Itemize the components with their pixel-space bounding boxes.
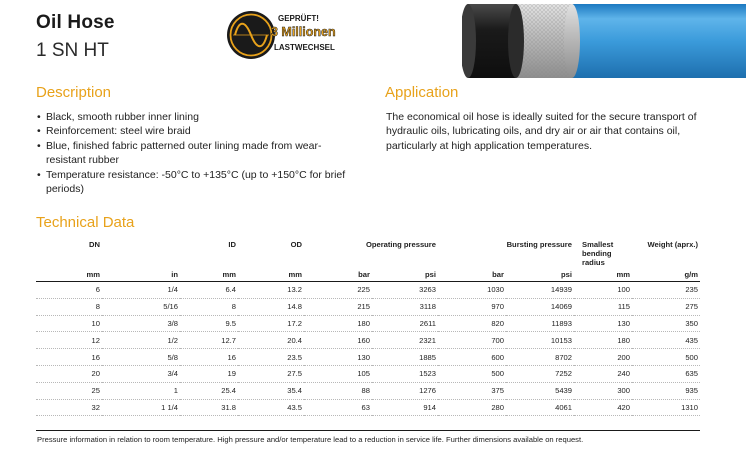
list-item: • Reinforcement: steel wire braid <box>37 124 357 138</box>
table-cell: 1030 <box>438 282 506 299</box>
footnote-divider <box>36 430 700 431</box>
table-row <box>36 399 700 416</box>
table-cell: 27.5 <box>238 365 304 382</box>
table-cell: 700 <box>438 332 506 349</box>
table-cell: 7252 <box>506 365 574 382</box>
table-cell: 14939 <box>506 282 574 299</box>
table-cell: 350 <box>632 315 700 332</box>
footnote: Pressure information in relation to room temperature. High pressure and/or temperature lead to a reduction in service life. Further dimensions available on request. <box>37 435 584 444</box>
table-row <box>36 382 700 399</box>
table-cell: 500 <box>632 349 700 366</box>
table-cell: 31.8 <box>180 399 238 416</box>
table-cell: 500 <box>438 365 506 382</box>
unit-cell: g/m <box>632 267 700 282</box>
table-cell: 4061 <box>506 399 574 416</box>
table-cell: 200 <box>574 349 632 366</box>
table-cell: 19 <box>180 365 238 382</box>
unit-cell: psi <box>372 267 438 282</box>
table-cell: 20.4 <box>238 332 304 349</box>
table-cell: 225 <box>304 282 372 299</box>
table-cell: 10 <box>36 315 102 332</box>
table-cell: 6 <box>36 282 102 299</box>
table-row <box>36 315 700 332</box>
table-cell: 215 <box>304 298 372 315</box>
header-operating-pressure: Operating pressure <box>365 240 436 249</box>
table-cell: 12 <box>36 332 102 349</box>
table-cell: 275 <box>632 298 700 315</box>
table-cell: 1523 <box>372 365 438 382</box>
table-cell: 1885 <box>372 349 438 366</box>
table-cell: 3118 <box>372 298 438 315</box>
table-cell: 935 <box>632 382 700 399</box>
application-heading: Application <box>385 84 459 101</box>
unit-cell: mm <box>238 267 304 282</box>
table-cell: 130 <box>574 315 632 332</box>
table-cell: 240 <box>574 365 632 382</box>
table-row <box>36 365 700 382</box>
table-cell: 635 <box>632 365 700 382</box>
technical-table <box>36 240 700 416</box>
unit-cell: mm <box>180 267 238 282</box>
list-item: • Black, smooth rubber inner lining <box>37 110 357 124</box>
unit-cell: bar <box>438 267 506 282</box>
table-cell: 1310 <box>632 399 700 416</box>
table-row <box>36 332 700 349</box>
table-cell: 2321 <box>372 332 438 349</box>
table-cell: 5/16 <box>102 298 180 315</box>
table-cell: 8 <box>36 298 102 315</box>
table-cell: 1 <box>102 382 180 399</box>
list-item: • Blue, finished fabric patterned outer lining made from wear-resistant rubber <box>37 139 357 168</box>
table-cell: 35.4 <box>238 382 304 399</box>
table-cell: 300 <box>574 382 632 399</box>
table-cell: 180 <box>304 315 372 332</box>
unit-cell: psi <box>506 267 574 282</box>
table-cell: 3/8 <box>102 315 180 332</box>
badge-line-2: 3 Millionen <box>271 25 336 39</box>
table-cell: 25.4 <box>180 382 238 399</box>
header-dn: DN <box>89 240 100 249</box>
badge-line-3: LASTWECHSEL <box>274 43 335 52</box>
header-empty <box>102 240 180 267</box>
tested-badge <box>226 10 346 60</box>
list-item: • Temperature resistance: -50°C to +135°C (up to +150°C for brief periods) <box>37 168 357 197</box>
table-cell: 25 <box>36 382 102 399</box>
table-cell: 20 <box>36 365 102 382</box>
table-cell: 8702 <box>506 349 574 366</box>
table-cell: 820 <box>438 315 506 332</box>
table-cell: 420 <box>574 399 632 416</box>
header-bursting-pressure: Bursting pressure <box>506 240 572 249</box>
table-cell: 32 <box>36 399 102 416</box>
table-cell: 375 <box>438 382 506 399</box>
unit-cell: bar <box>304 267 372 282</box>
table-cell: 160 <box>304 332 372 349</box>
table-cell: 3263 <box>372 282 438 299</box>
table-cell: 16 <box>36 349 102 366</box>
product-title: Oil Hose <box>36 12 115 33</box>
table-cell: 1/4 <box>102 282 180 299</box>
product-subtitle: 1 SN HT <box>36 40 109 61</box>
table-cell: 130 <box>304 349 372 366</box>
table-cell: 88 <box>304 382 372 399</box>
table-cell: 1/2 <box>102 332 180 349</box>
table-cell: 235 <box>632 282 700 299</box>
table-cell: 9.5 <box>180 315 238 332</box>
table-cell: 435 <box>632 332 700 349</box>
description-list <box>37 110 357 196</box>
table-cell: 280 <box>438 399 506 416</box>
table-row <box>36 349 700 366</box>
table-cell: 17.2 <box>238 315 304 332</box>
table-header-row <box>36 240 700 267</box>
table-cell: 14.8 <box>238 298 304 315</box>
unit-cell: mm <box>36 267 102 282</box>
table-cell: 23.5 <box>238 349 304 366</box>
table-cell: 970 <box>438 298 506 315</box>
table-cell: 12.7 <box>180 332 238 349</box>
header-id: ID <box>228 240 236 249</box>
unit-cell: mm <box>574 267 632 282</box>
table-cell: 3/4 <box>102 365 180 382</box>
table-cell: 180 <box>574 332 632 349</box>
table-cell: 63 <box>304 399 372 416</box>
table-row <box>36 298 700 315</box>
application-text: The economical oil hose is ideally suited for the secure transport of hydraulic oils, lubricating oils, and dry air or air that contains oil, particularly at high application temperatures. <box>386 111 697 152</box>
table-cell: 1276 <box>372 382 438 399</box>
table-cell: 16 <box>180 349 238 366</box>
table-cell: 2611 <box>372 315 438 332</box>
description-heading: Description <box>36 84 112 101</box>
units-row <box>36 267 700 282</box>
table-cell: 11893 <box>506 315 574 332</box>
unit-cell: in <box>102 267 180 282</box>
table-cell: 8 <box>180 298 238 315</box>
table-cell: 5/8 <box>102 349 180 366</box>
table-cell: 115 <box>574 298 632 315</box>
header-weight: Weight (aprx.) <box>647 240 698 249</box>
table-cell: 100 <box>574 282 632 299</box>
technical-heading: Technical Data <box>36 214 135 231</box>
table-cell: 13.2 <box>238 282 304 299</box>
table-cell: 600 <box>438 349 506 366</box>
table-row <box>36 282 700 299</box>
hose-image <box>462 0 746 82</box>
header-od: OD <box>290 240 302 249</box>
table-cell: 5439 <box>506 382 574 399</box>
table-cell: 105 <box>304 365 372 382</box>
table-cell: 10153 <box>506 332 574 349</box>
table-cell: 6.4 <box>180 282 238 299</box>
table-cell: 43.5 <box>238 399 304 416</box>
table-cell: 914 <box>372 399 438 416</box>
badge-line-1: GEPRÜFT! <box>278 14 319 23</box>
table-cell: 1 1/4 <box>102 399 180 416</box>
table-cell: 14069 <box>506 298 574 315</box>
header-bending-radius: Smallest bending radius <box>582 240 614 267</box>
